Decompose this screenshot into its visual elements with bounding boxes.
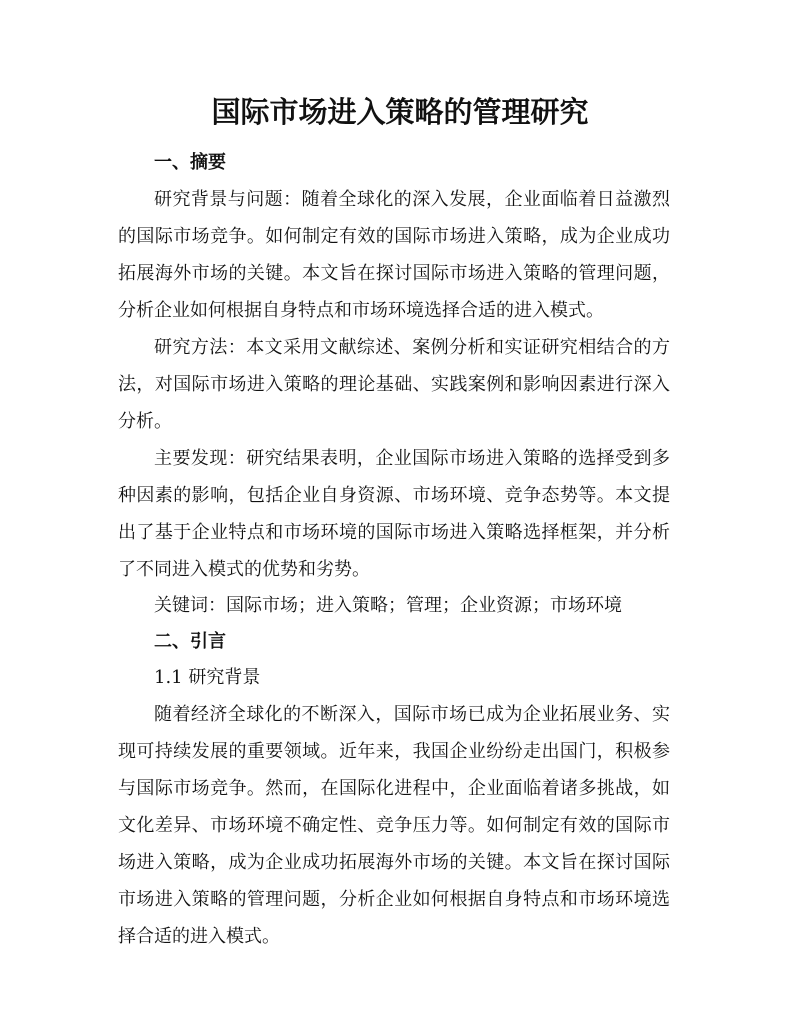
document-title: 国际市场进入策略的管理研究	[211, 95, 589, 129]
abstract-heading: 一、摘要	[154, 152, 226, 173]
abstract-method-paragraph: 研究方法：本文采用文献综述、案例分析和实证研究相结合的方法，对国际市场进入策略的理论基础、实践案例和影响因素进行深入分析。	[118, 337, 670, 432]
intro-heading: 二、引言	[154, 631, 226, 652]
abstract-findings-paragraph: 主要发现：研究结果表明，企业国际市场进入策略的选择受到多种因素的影响，包括企业自身资源、市场环境、竞争态势等。本文提出了基于企业特点和市场环境的国际市场进入策略选择框架，并分析了不同进入模式的优势和劣势。	[118, 448, 670, 580]
abstract-background-paragraph: 研究背景与问题：随着全球化的深入发展，企业面临着日益激烈的国际市场竞争。如何制定有效的国际市场进入策略，成为企业成功拓展海外市场的关键。本文旨在探讨国际市场进入策略的管理问题，分析企业如何根据自身特点和市场环境选择合适的进入模式。	[118, 189, 670, 321]
subsection-heading: 1.1 研究背景	[154, 667, 261, 688]
document-body	[118, 145, 670, 955]
keywords-line: 关键词：国际市场；进入策略；管理；企业资源；市场环境	[154, 595, 622, 616]
intro-paragraph: 随着经济全球化的不断深入，国际市场已成为企业拓展业务、实现可持续发展的重要领域。近年来，我国企业纷纷走出国门，积极参与国际市场竞争。然而，在国际化进程中，企业面临着诸多挑战，如文化差异、市场环境不确定性、竞争压力等。如何制定有效的国际市场进入策略，成为企业成功拓展海外市场的关键。本文旨在探讨国际市场进入策略的管理问题，分析企业如何根据自身特点和市场环境选择合适的进入模式。	[118, 704, 670, 947]
